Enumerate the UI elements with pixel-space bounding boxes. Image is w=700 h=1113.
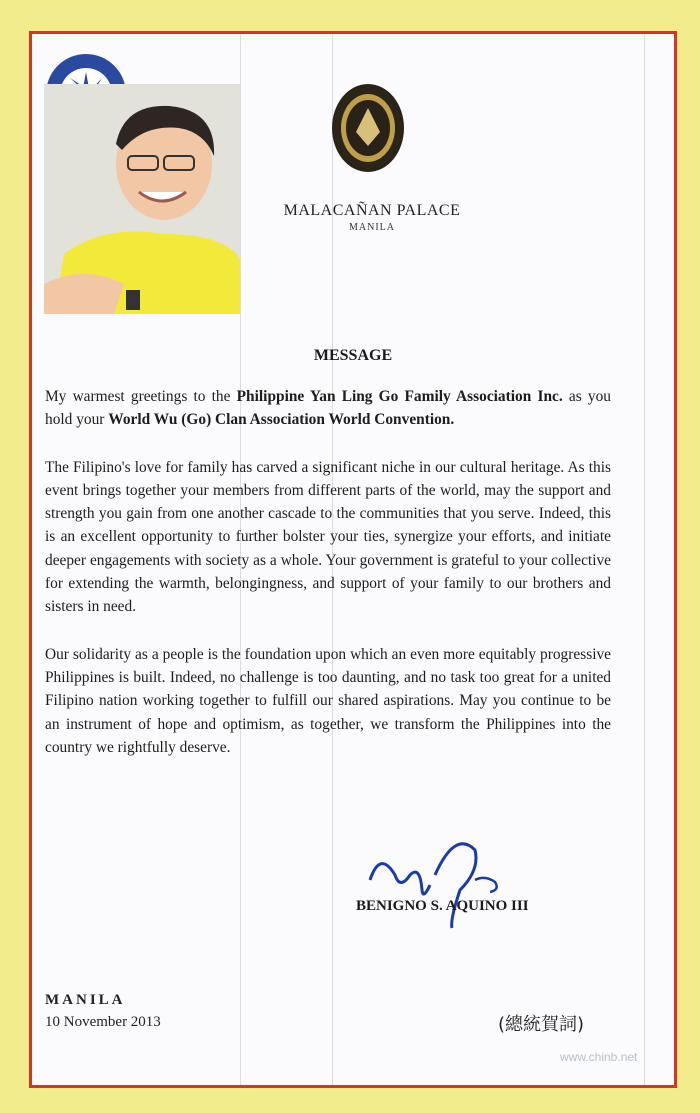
organization-name: Philippine Yan Ling Go Family Association Inc. — [236, 388, 563, 405]
signer-name: BENIGNO S. AQUINO III — [356, 898, 529, 914]
watermark-text: www.chinb.net — [560, 1050, 638, 1064]
palace-city: MANILA — [349, 222, 395, 233]
place-line: MANILA — [45, 992, 126, 1008]
paragraph-greeting: My warmest greetings to the Philippine Yan Ling Go Family Association Inc. as you hold your World Wu (Go) Clan Association World Convention. — [45, 388, 611, 429]
paragraph-family: The Filipino's love for family has carved a significant niche in our cultural heritage. As this event brings together your members from different parts of the world, may the support and strength you gain from one another cascade to the communities that you serve. Indeed, this is an excellent opportunity to further bolster your ties, synergize your efforts, and initiate deeper engagements with society as a whole. Your government is grateful to your collective for extending the warmth, belongingness, and support of your family to our brothers and sisters in need. — [45, 458, 611, 616]
caption-text: (總統賀詞) — [498, 1014, 585, 1035]
date-line: 10 November 2013 — [45, 1014, 161, 1030]
portrait-image — [44, 84, 240, 314]
message-body — [45, 385, 611, 783]
event-name: World Wu (Go) Clan Association World Convention. — [108, 411, 455, 429]
message-heading: MESSAGE — [313, 347, 393, 364]
malacanan-seal — [332, 84, 404, 172]
palace-seal-image — [332, 84, 404, 172]
fold-line — [644, 34, 645, 1085]
palace-name: MALACAÑAN PALACE — [283, 202, 461, 219]
president-photo — [44, 84, 240, 314]
paragraph-solidarity: Our solidarity as a people is the foundation upon which an even more equitably progressive Philippines is built. Indeed, no challenge is too daunting, and no task too great for a united Filipino nation working together to fulfill our shared aspirations. May you continue to be an instrument of hope and optimism, as together, we transform the Philippines into the country we rightfully deserve. — [45, 645, 611, 756]
